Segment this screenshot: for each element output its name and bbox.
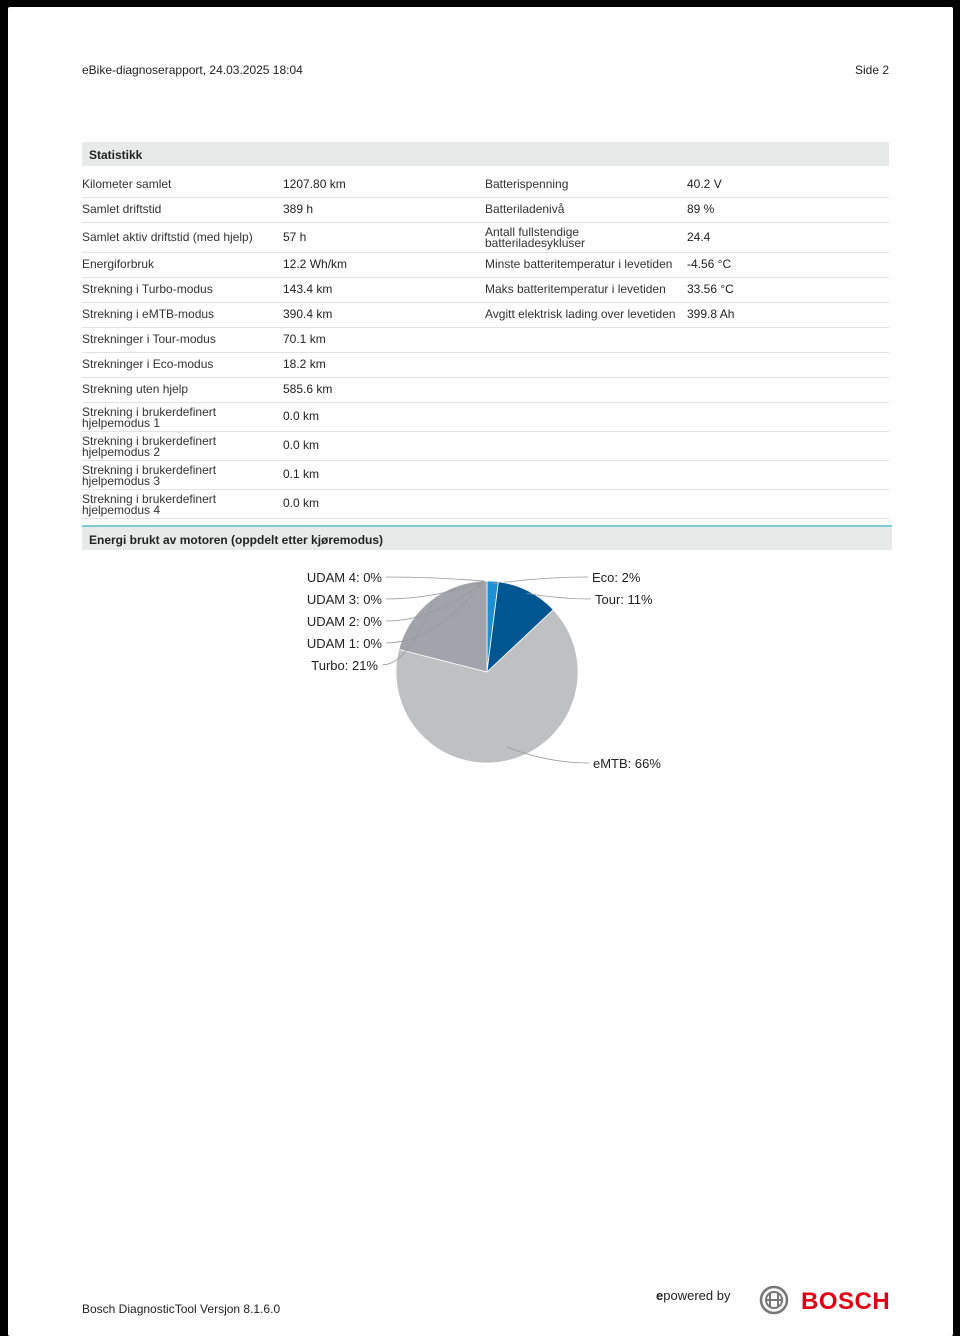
powered-by-e: e	[656, 1288, 664, 1303]
stat-label: Strekning i brukerdefinert hjelpemodus 2	[82, 433, 217, 459]
stat-value: 0.0 km	[283, 409, 320, 423]
stat-label: Maks batteritemperatur i levetiden	[485, 282, 666, 296]
statistics-heading: Statistikk	[82, 142, 889, 166]
stat-value: 390.4 km	[283, 307, 333, 321]
stat-value: 399.8 Ah	[687, 307, 735, 321]
powered-by-text: powered by	[663, 1288, 731, 1303]
bosch-logo	[759, 1285, 891, 1317]
pie-label: UDAM 2: 0%	[306, 614, 382, 629]
stat-value: 40.2 V	[687, 177, 722, 191]
stat-label: Kilometer samlet	[82, 177, 172, 191]
bosch-wordmark: BOSCH	[801, 1288, 891, 1315]
stat-label: Strekninger i Eco-modus	[82, 357, 214, 371]
pie-label: Tour: 11%	[595, 592, 653, 607]
stat-value: 24.4	[687, 229, 711, 244]
stat-value: 70.1 km	[283, 332, 326, 346]
stat-value: 33.56 °C	[687, 282, 734, 296]
stat-label: Batterispenning	[485, 177, 569, 191]
stat-label: Strekning i eMTB-modus	[82, 307, 215, 321]
tool-version: Bosch DiagnosticTool Versjon 8.1.6.0	[82, 1302, 281, 1316]
stat-value: 1207.80 km	[283, 177, 346, 191]
stat-label: Samlet driftstid	[82, 202, 162, 216]
stat-value: 143.4 km	[283, 282, 333, 296]
pie-label: UDAM 1: 0%	[306, 636, 382, 651]
stat-label: Avgitt elektrisk lading over levetiden	[485, 307, 676, 321]
stat-label: Strekninger i Tour-modus	[82, 332, 216, 346]
pie-label: UDAM 4: 0%	[306, 570, 382, 585]
stat-value: -4.56 °C	[687, 257, 732, 271]
stat-label: Strekning i brukerdefinert hjelpemodus 1	[82, 404, 217, 430]
energy-heading: Energi brukt av motoren (oppdelt etter kjøremodus)	[82, 525, 892, 550]
stat-value: 389 h	[283, 202, 314, 216]
stat-value: 0.0 km	[283, 438, 320, 452]
stat-value: 12.2 Wh/km	[283, 257, 348, 271]
energy-pie-chart	[8, 7, 953, 827]
page-number: Side 2	[855, 63, 890, 77]
stat-label: Antall fullstendige batteriladesykluser	[485, 225, 586, 250]
stat-label: Samlet aktiv driftstid (med hjelp)	[82, 229, 253, 244]
bosch-armature-icon	[759, 1285, 791, 1317]
stat-value: 18.2 km	[283, 357, 326, 371]
pie-label: Eco: 2%	[592, 570, 641, 585]
stat-value: 89 %	[687, 202, 715, 216]
stat-value: 0.1 km	[283, 467, 320, 481]
report-page	[8, 7, 953, 1336]
stat-label: Batteriladenivå	[485, 202, 565, 216]
stat-value: 585.6 km	[283, 382, 333, 396]
stat-label: Strekning uten hjelp	[82, 382, 189, 396]
stat-label: Minste batteritemperatur i levetiden	[485, 257, 673, 271]
stat-label: Strekning i Turbo-modus	[82, 282, 213, 296]
pie-leader-line	[386, 577, 484, 581]
stat-value: 0.0 km	[283, 496, 320, 510]
stat-label: Energiforbruk	[82, 257, 155, 271]
pie-label: eMTB: 66%	[593, 756, 661, 771]
stat-value: 57 h	[283, 229, 307, 244]
stat-label: Strekning i brukerdefinert hjelpemodus 4	[82, 491, 217, 517]
stat-label: Strekning i brukerdefinert hjelpemodus 3	[82, 462, 217, 488]
pie-label: UDAM 3: 0%	[306, 592, 382, 607]
pie-label: Turbo: 21%	[311, 658, 378, 673]
report-title: eBike-diagnoserapport, 24.03.2025 18:04	[82, 63, 303, 77]
powered-by-label	[656, 1288, 730, 1303]
